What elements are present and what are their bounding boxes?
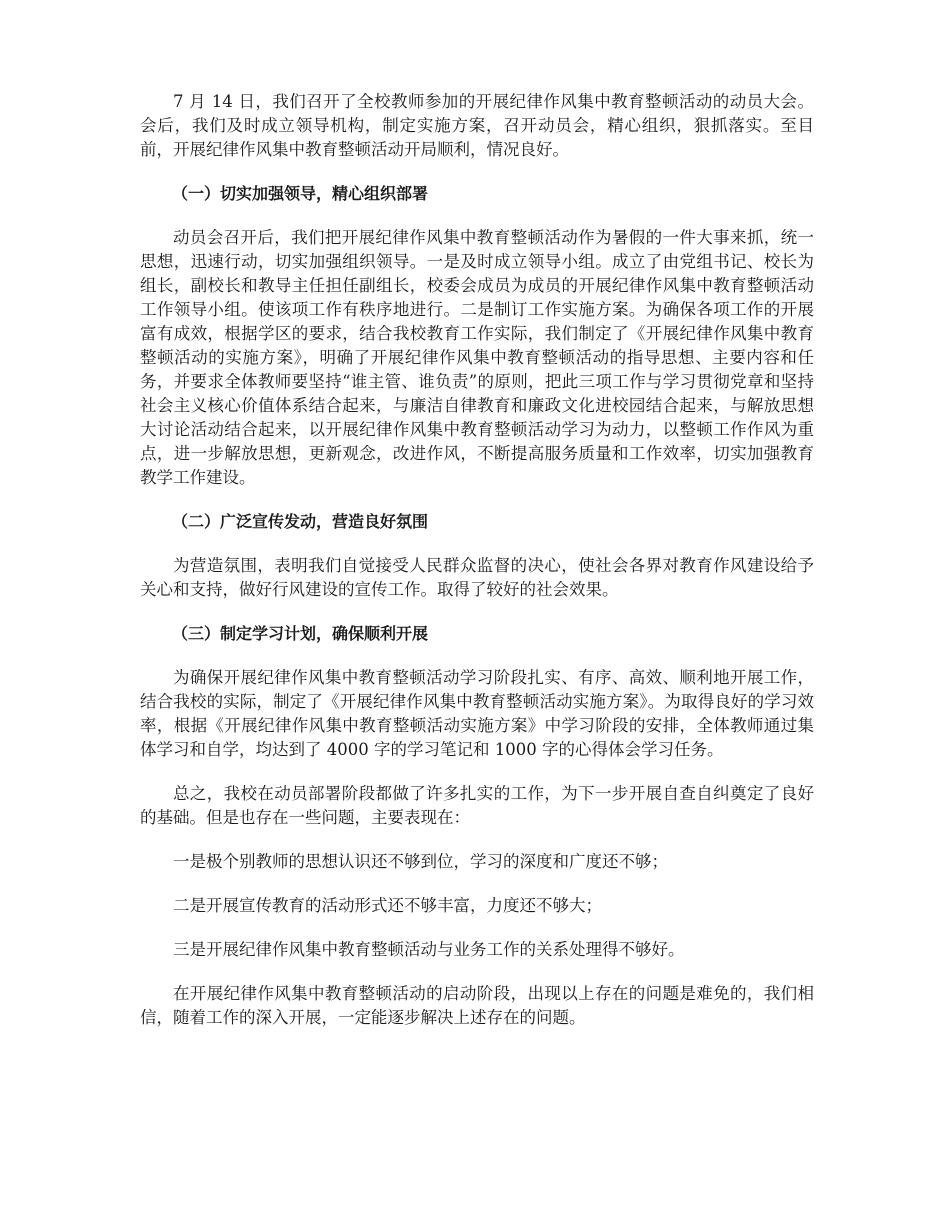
paragraph-conclusion: 在开展纪律作风集中教育整顿活动的启动阶段，出现以上存在的问题是难免的，我们相信，随着工作的深入开展，一定能逐步解决上述存在的问题。 — [140, 984, 814, 1027]
paragraph-section-2: 为营造氛围，表明我们自觉接受人民群众监督的决心，使社会各界对教育作风建设给予关心和支持，做好行风建设的宣传工作。取得了较好的社会效果。 — [140, 556, 814, 599]
paragraph-problem-3: 三是开展纪律作风集中教育整顿活动与业务工作的关系处理得不够好。 — [173, 940, 685, 959]
section-heading-3: （三）制定学习计划，确保顺利开展 — [172, 624, 429, 643]
section-heading-1: （一）切实加强领导，精心组织部署 — [172, 184, 429, 203]
paragraph-section-3: 为确保开展纪律作风集中教育整顿活动学习阶段扎实、有序、高效、顺利地开展工作，结合我校的实际，制定了《开展纪律作风集中教育整顿活动实施方案》。为取得良好的学习效率，根据《开展纪律作风集中教育整顿活动实施方案》中学习阶段的安排，全体教师通过集体学习和自学，均达到了 4000 字的学习笔记和 1000 字的心得体会学习任务。 — [140, 668, 814, 759]
paragraph-problem-2: 二是开展宣传教育的活动形式还不够丰富，力度还不够大； — [173, 896, 602, 915]
paragraph-section-1: 动员会召开后，我们把开展纪律作风集中教育整顿活动作为暑假的一件大事来抓，统一思想，迅速行动，切实加强组织领导。一是及时成立领导小组。成立了由党组书记、校长为组长，副校长和教导主任担任副组长，校委会成员为成员的开展纪律作风集中教育整顿活动工作领导小组。使该项工作有秩序地进行。二是制订工作实施方案。为确保各项工作的开展富有成效，根据学区的要求，结合我校教育工作实际，我们制定了《开展纪律作风集中教育整顿活动的实施方案》，明确了开展纪律作风集中教育整顿活动的指导思想、主要内容和任务，并要求全体教师要坚持“谁主管、谁负责”的原则，把此三项工作与学习贯彻党章和坚持社会主义核心价值体系结合起来，与廉洁自律教育和廉政文化进校园结合起来，与解放思想大讨论活动结合起来，以开展纪律作风集中教育整顿活动学习为动力，以整顿工作作风为重点，进一步解放思想，更新观念，改进作风，不断提高服务质量和工作效率，切实加强教育教学工作建设。 — [140, 228, 814, 487]
section-heading-2: （二）广泛宣传发动，营造良好氛围 — [172, 512, 429, 531]
paragraph-summary: 总之，我校在动员部署阶段都做了许多扎实的工作，为下一步开展自查自纠奠定了良好的基础。但是也存在一些问题，主要表现在： — [140, 784, 814, 827]
paragraph-problem-1: 一是极个别教师的思想认识还不够到位，学习的深度和广度还不够； — [173, 852, 668, 871]
document-body — [140, 90, 814, 1050]
paragraph-intro: 7 月 14 日，我们召开了全校教师参加的开展纪律作风集中教育整顿活动的动员大会。会后，我们及时成立领导机构，制定实施方案，召开动员会，精心组织，狠抓落实。至目前，开展纪律作风集中教育整顿活动开局顺利，情况良好。 — [140, 92, 814, 159]
